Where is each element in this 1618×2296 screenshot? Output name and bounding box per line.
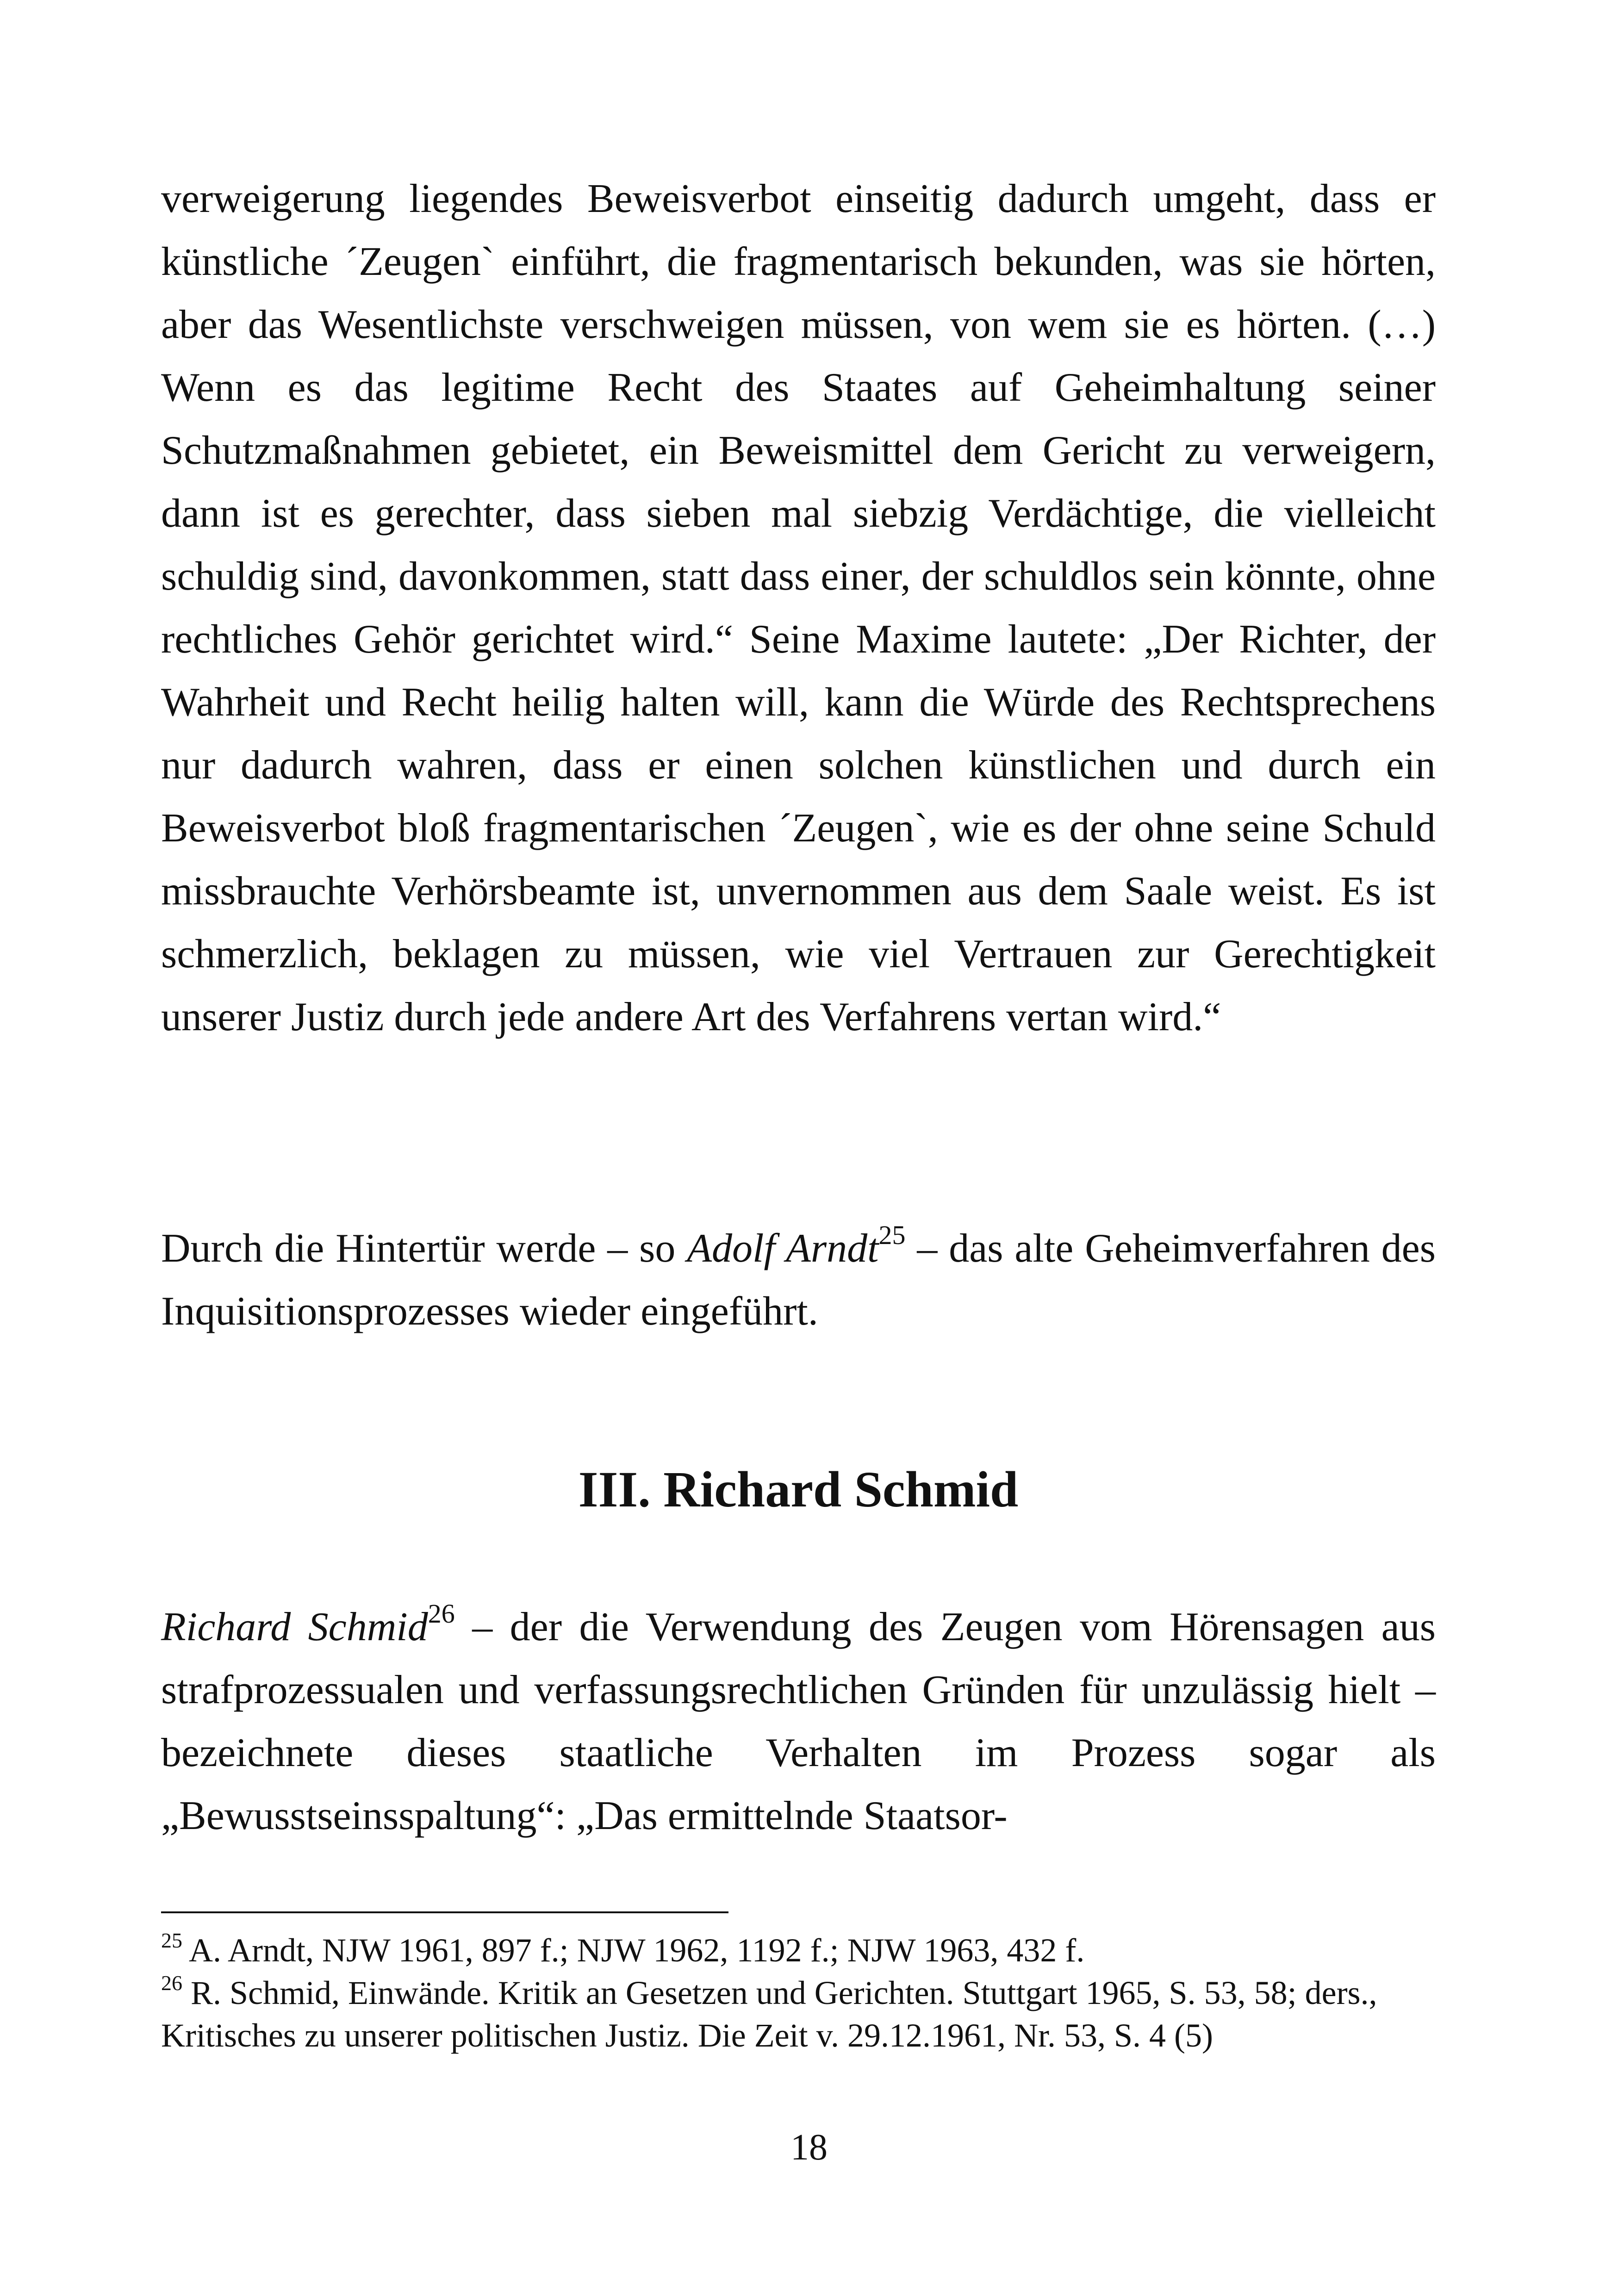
section-heading: III. Richard Schmid	[578, 1461, 1019, 1518]
body-paragraph	[161, 1596, 1436, 1848]
footnote-separator	[161, 1911, 728, 1913]
body-paragraph	[161, 1217, 1436, 1343]
footnote-text: R. Schmid, Einwände. Kritik an Gesetzen und Gerichten. Stuttgart 1965, S. 53, 58; ders., Kritisches zu unserer politischen Justiz. Die Zeit v. 29.12.1961, Nr. 53, S. 4 (5)	[161, 1974, 1377, 2054]
paragraph-text: – der die Verwendung des Zeugen vom Hörensagen aus strafprozessualen und verfassungsrechtlichen Gründen für unzulässig hielt – bezeichnete dieses staatliche Verhalten im Prozess sogar als „Bewusstseinsspaltung“: „Das ermittelnde Staatsor-	[161, 1605, 1436, 1838]
paragraph-text: Durch die Hintertür werde – so	[161, 1226, 687, 1271]
footnote-number: 25	[161, 1929, 182, 1952]
footnote	[161, 1929, 1436, 1972]
footnote-reference[interactable]: 26	[428, 1599, 455, 1629]
footnote-text: A. Arndt, NJW 1961, 897 f.; NJW 1962, 1192 f.; NJW 1963, 432 f.	[189, 1932, 1085, 1969]
footnote-number: 26	[161, 1971, 182, 1995]
footnote-reference[interactable]: 25	[878, 1220, 906, 1250]
footnote	[161, 1972, 1436, 2057]
footnotes	[161, 1929, 1436, 2057]
page-number: 18	[790, 2127, 828, 2168]
cited-author-name: Richard Schmid	[161, 1605, 428, 1649]
cited-author-name: Adolf Arndt	[687, 1226, 879, 1271]
body-paragraph: verweigerung liegendes Beweisverbot einseitig dadurch umgeht, dass er künstliche ´Zeugen` einführt, die fragmentarisch bekunden, was sie hörten, aber das Wesentlichste verschweigen müssen, von wem sie es hörten. (…) Wenn es das legitime Recht des Staates auf Geheimhaltung seiner Schutzmaßnahmen gebietet, ein Beweismittel dem Gericht zu verweigern, dann ist es gerechter, dass sieben mal siebzig Verdächtige, die vielleicht schuldig sind, davonkommen, statt dass einer, der schuldlos sein könnte, ohne rechtliches Gehör gerichtet wird.“ Seine Maxime lautete: „Der Richter, der Wahrheit und Recht heilig halten will, kann die Würde des Rechtsprechens nur dadurch wahren, dass er einen solchen künstlichen und durch ein Beweisverbot bloß fragmentarischen ´Zeugen`, wie es der ohne seine Schuld missbrauchte Verhörsbeamte ist, unvernommen aus dem Saale weist. Es ist schmerzlich, beklagen zu müssen, wie viel Vertrauen zur Gerechtigkeit unserer Justiz durch jede andere Art des Verfahrens vertan wird.“	[161, 176, 1436, 1039]
paragraph-text: – das alte Geheimverfahren des Inquisitionsprozesses wieder eingeführt.	[161, 1226, 1436, 1334]
